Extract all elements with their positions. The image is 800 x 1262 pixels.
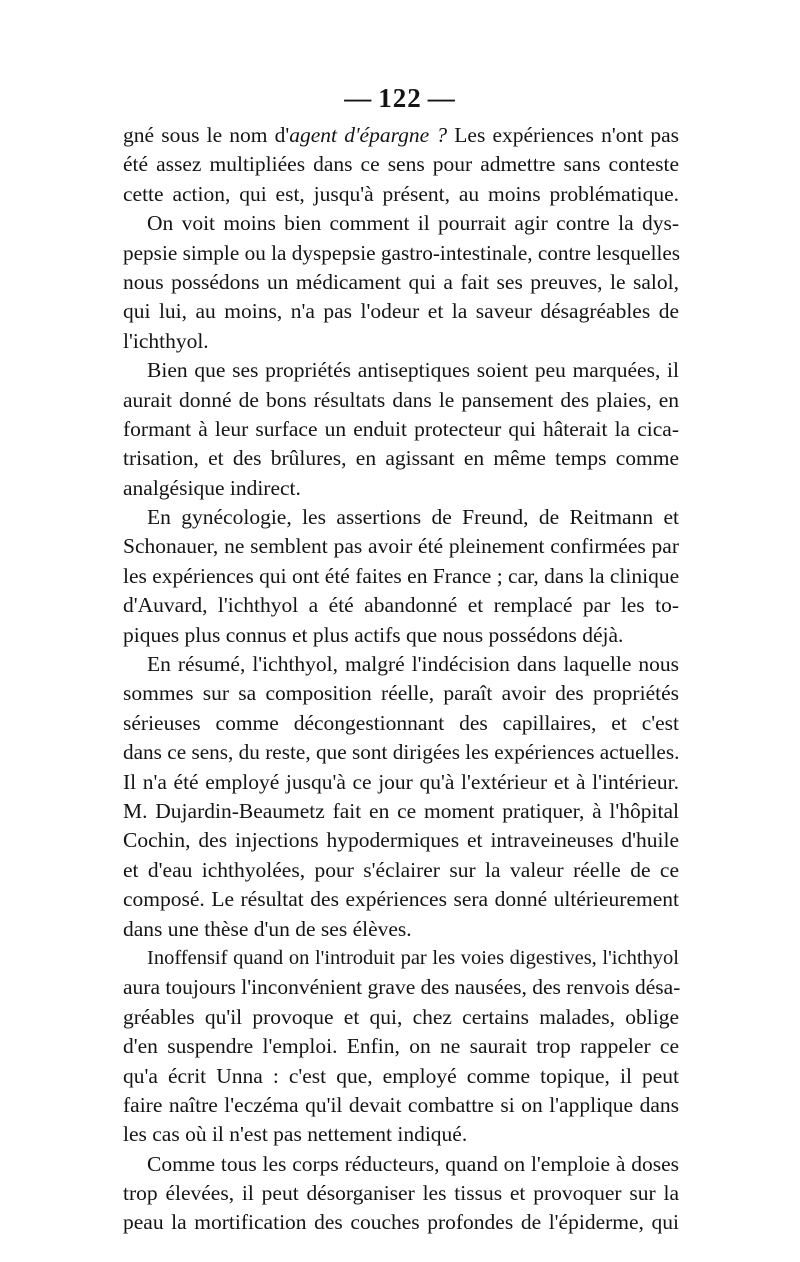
paragraph-first-line: Inoffensif quand on l'introduit par les voies digestives, l'ichthyol: [147, 946, 679, 969]
text-line: sérieuses comme décongestionnant des capillaires, et c'est: [123, 710, 679, 735]
text-line: et d'eau ichthyolées, pour s'éclairer sur la valeur réelle de ce: [123, 857, 679, 882]
paragraph-first-line: Bien que ses propriétés antiseptiques soient peu marquées, il: [147, 358, 679, 383]
text-line: aurait donné de bons résultats dans le pansement des plaies, en: [123, 387, 679, 412]
text-line: formant à leur surface un enduit protecteur qui hâterait la cica-: [123, 416, 679, 441]
text-line: peau la mortification des couches profondes de l'épiderme, qui: [123, 1210, 679, 1235]
paragraph-first-line: Comme tous les corps réducteurs, quand on l'emploie à doses: [147, 1151, 679, 1176]
text-line: [123, 121, 679, 150]
text-line: composé. Le résultat des expériences sera donné ultérieurement: [123, 887, 679, 912]
text-line: gréables qu'il provoque et qui, chez certains malades, oblige: [123, 1004, 679, 1029]
text-line: Cochin, des injections hypodermiques et intraveineuses d'huile: [123, 828, 679, 853]
text-line: qu'a écrit Unna : c'est que, employé comme topique, il peut: [123, 1063, 679, 1088]
paragraph-first-line: On voit moins bien comment il pourrait agir contre la dys-: [147, 211, 679, 236]
text-line: faire naître l'eczéma qu'il devait combattre si on l'applique dans: [123, 1092, 679, 1117]
paragraph-first-line: En résumé, l'ichthyol, malgré l'indécision dans laquelle nous: [147, 652, 679, 677]
text-line: trop élevées, il peut désorganiser les tissus et provoquer sur la: [123, 1181, 679, 1206]
text-line: les expériences qui ont été faites en France ; car, dans la clinique: [123, 563, 680, 588]
text-line: sommes sur sa composition réelle, paraît avoir des propriétés: [123, 681, 679, 706]
paragraph-first-line: En gynécologie, les assertions de Freund, de Reitmann et: [147, 505, 679, 530]
text-segment: Les expériences n'ont pas: [447, 123, 679, 147]
text-line: Schonauer, ne semblent pas avoir été pleinement confirmées par: [123, 534, 679, 559]
text-line: M. Dujardin-Beaumetz fait en ce moment pratiquer, à l'hôpital: [123, 798, 679, 823]
paragraph-last-line: les cas où il n'est pas nettement indiqué.: [123, 1122, 468, 1147]
text-line: cette action, qui est, jusqu'à présent, au moins problématique.: [123, 181, 679, 206]
page-number-dash-left: —: [344, 83, 373, 113]
paragraph-last-line: analgésique indirect.: [123, 475, 301, 500]
text-segment: gné sous le nom d': [123, 123, 290, 147]
text-line: dans ce sens, du reste, que sont dirigées les expériences actuelles.: [123, 740, 680, 765]
text-line: aura toujours l'inconvénient grave des nausées, des renvois désa-: [123, 975, 681, 1000]
text-line: d'en suspendre l'emploi. Enfin, on ne saurait trop rappeler ce: [123, 1034, 679, 1059]
body-text: [123, 121, 679, 1238]
page-number: [0, 83, 800, 114]
text-line: pepsie simple ou la dyspepsie gastro-intestinale, contre lesquelles: [123, 240, 681, 265]
page-number-dash-right: —: [427, 83, 456, 113]
italic-phrase: agent d'épargne ?: [289, 123, 448, 147]
text-line: trisation, et des brûlures, en agissant en même temps comme: [123, 446, 679, 471]
paragraph-last-line: l'ichthyol.: [123, 328, 209, 353]
page-number-value: 122: [378, 83, 422, 113]
text-line: été assez multipliées dans ce sens pour admettre sans conteste: [123, 152, 679, 177]
text-line: d'Auvard, l'ichthyol a été abandonné et remplacé par les to-: [123, 593, 679, 618]
text-line: qui lui, au moins, n'a pas l'odeur et la saveur désagréables de: [123, 299, 679, 324]
text-line: nous possédons un médicament qui a fait ses preuves, le salol,: [123, 269, 679, 294]
paragraph-last-line: piques plus connus et plus actifs que nous possédons déjà.: [123, 622, 624, 647]
paragraph-last-line: dans une thèse d'un de ses élèves.: [123, 916, 412, 941]
text-line: Il n'a été employé jusqu'à ce jour qu'à l'extérieur et à l'intérieur.: [123, 769, 679, 794]
